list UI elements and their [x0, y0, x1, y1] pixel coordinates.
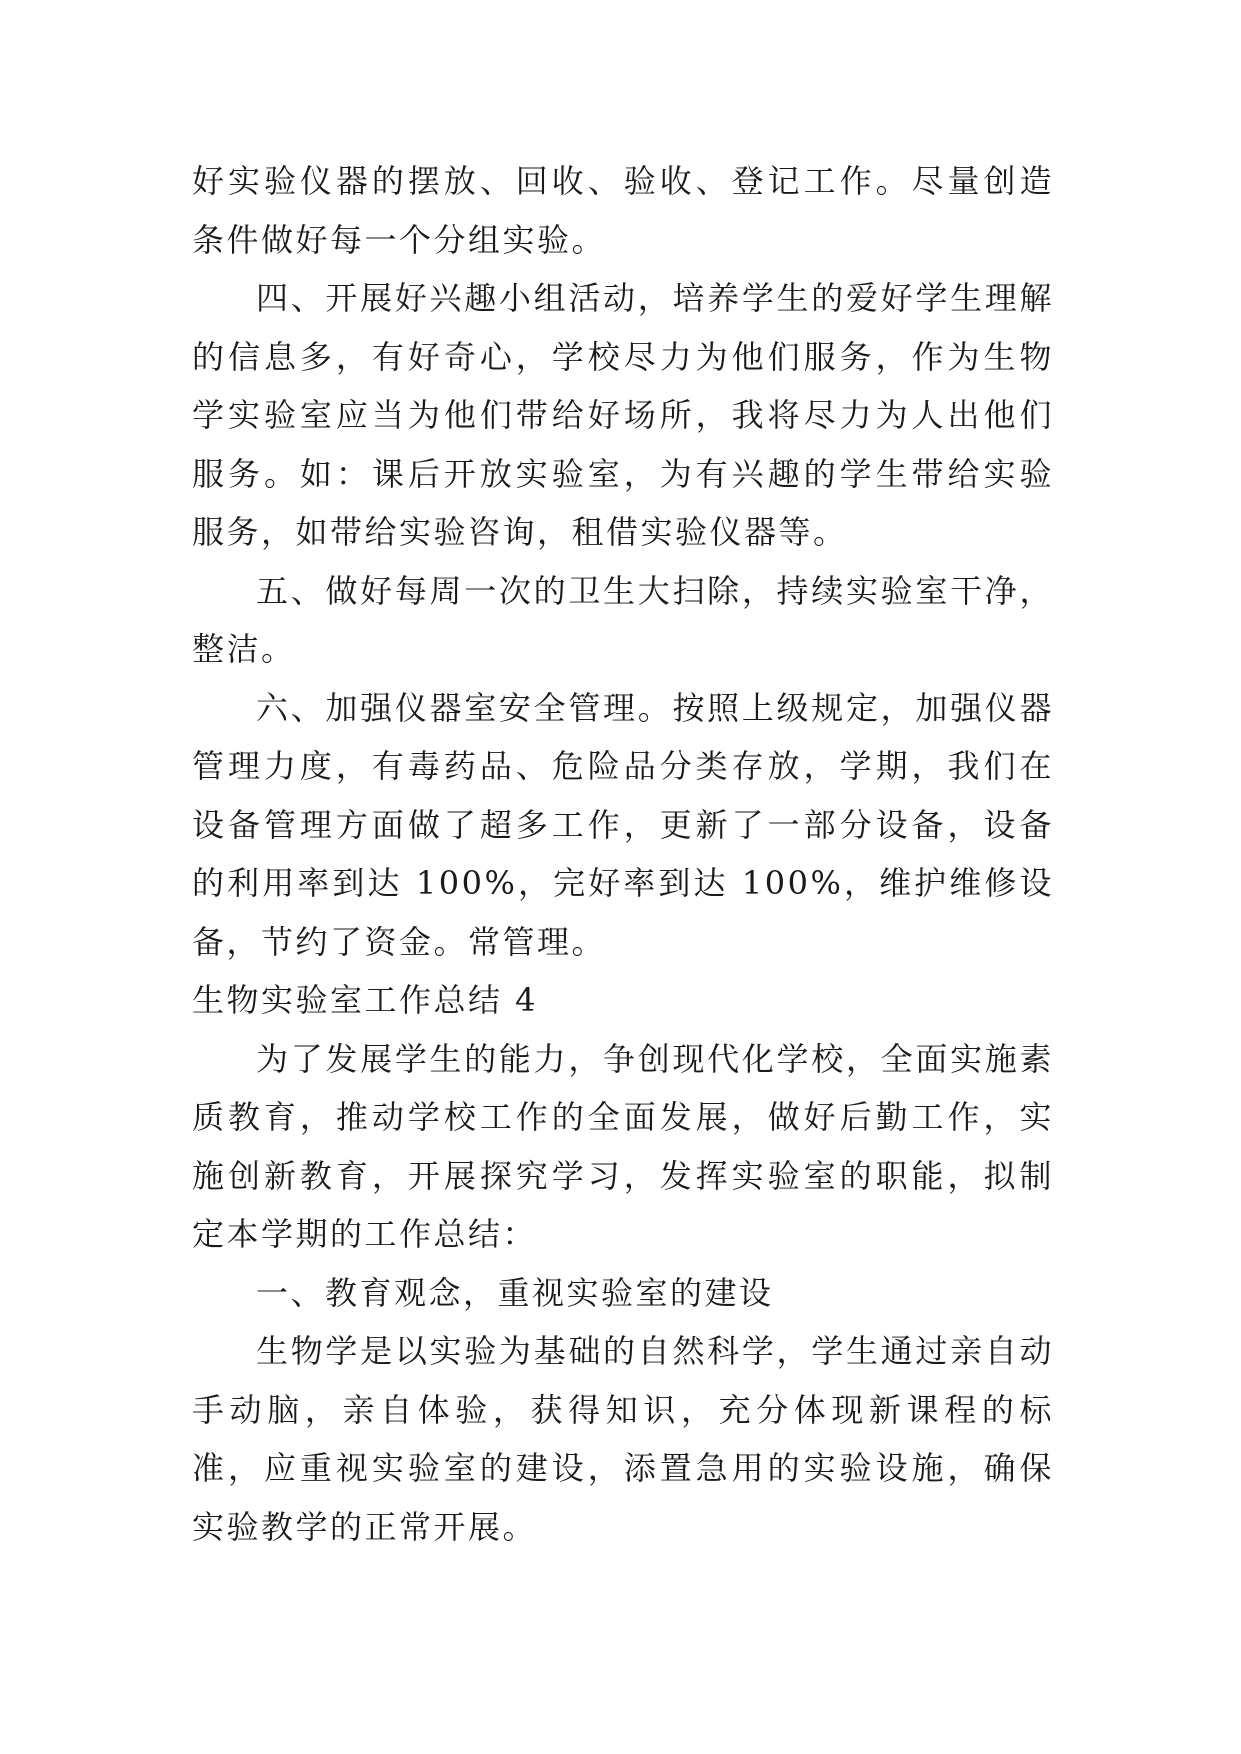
paragraph-intro: 为了发展学生的能力，争创现代化学校，全面实施素质教育，推动学校工作的全面发展，做好后勤工作，实施创新教育，开展探究学习，发挥实验室的职能，拟制定本学期的工作总结：: [192, 1039, 1054, 1253]
paragraph-subheading-one: 一、教育观念，重视实验室的建设: [256, 1273, 774, 1312]
document-body: [192, 152, 1054, 1556]
section-heading: 生物实验室工作总结 4: [192, 981, 539, 1019]
paragraph-biology-basis: 生物学是以实验为基础的自然科学，学生通过亲自动手动脑，亲自体验，获得知识，充分体现新课程的标准，应重视实验室的建设，添置急用的实验设施，确保实验教学的正常开展。: [192, 1332, 1054, 1546]
paragraph-section-five: 五、做好每周一次的卫生大扫除，持续实验室干净，整洁。: [192, 571, 1054, 668]
paragraph-section-six: 六、加强仪器室安全管理。按照上级规定，加强仪器管理力度，有毒药品、危险品分类存放，学期，我们在设备管理方面做了超多工作，更新了一部分设备，设备的利用率到达 100%，完好率到达 100%，维护维修设备，节约了资金。常管理。: [192, 688, 1054, 961]
paragraph-section-four: 四、开展好兴趣小组活动，培养学生的爱好学生理解的信息多，有好奇心，学校尽力为他们服务，作为生物学实验室应当为他们带给好场所，我将尽力为人出他们服务。如：课后开放实验室，为有兴趣的学生带给实验服务，如带给实验咨询，租借实验仪器等。: [192, 279, 1054, 551]
paragraph-continuation: 好实验仪器的摆放、回收、验收、登记工作。尽量创造条件做好每一个分组实验。: [192, 162, 1054, 259]
